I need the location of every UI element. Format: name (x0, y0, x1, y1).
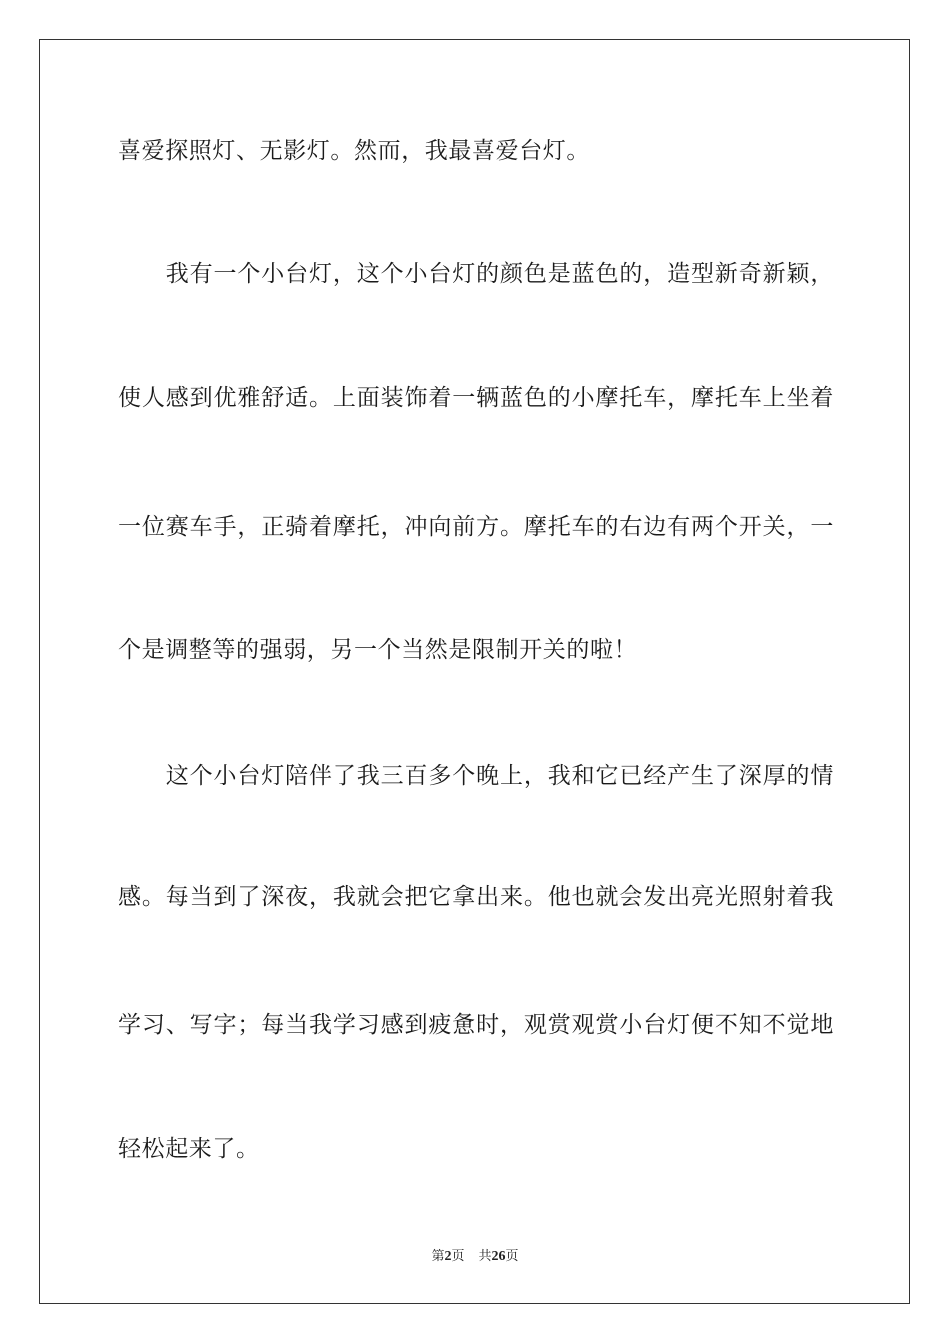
page-border (39, 39, 910, 1304)
page-suffix: 页 (451, 1249, 465, 1264)
text-line: 一位赛车手，正骑着摩托，冲向前方。摩托车的右边有两个开关，一 (118, 514, 834, 540)
page-number: 2 (444, 1249, 452, 1264)
text-line: 喜爱探照灯、无影灯。然而，我最喜爱台灯。 (118, 138, 590, 164)
text-line: 轻松起来了。 (118, 1136, 260, 1162)
page-prefix: 第 (431, 1249, 445, 1264)
total-pages: 26 (491, 1249, 506, 1264)
text-line: 个是调整等的强弱，另一个当然是限制开关的啦！ (118, 637, 638, 663)
total-prefix: 共 (478, 1249, 492, 1264)
text-line: 这个小台灯陪伴了我三百多个晚上，我和它已经产生了深厚的情 (118, 763, 834, 789)
page-footer (0, 1248, 950, 1266)
total-suffix: 页 (505, 1249, 519, 1264)
text-line: 学习、写字；每当我学习感到疲惫时，观赏观赏小台灯便不知不觉地 (118, 1012, 834, 1038)
text-line: 使人感到优雅舒适。上面装饰着一辆蓝色的小摩托车，摩托车上坐着 (118, 385, 834, 411)
text-line: 感。每当到了深夜，我就会把它拿出来。他也就会发出亮光照射着我 (118, 884, 834, 910)
text-line: 我有一个小台灯，这个小台灯的颜色是蓝色的，造型新奇新颖， (118, 261, 834, 287)
